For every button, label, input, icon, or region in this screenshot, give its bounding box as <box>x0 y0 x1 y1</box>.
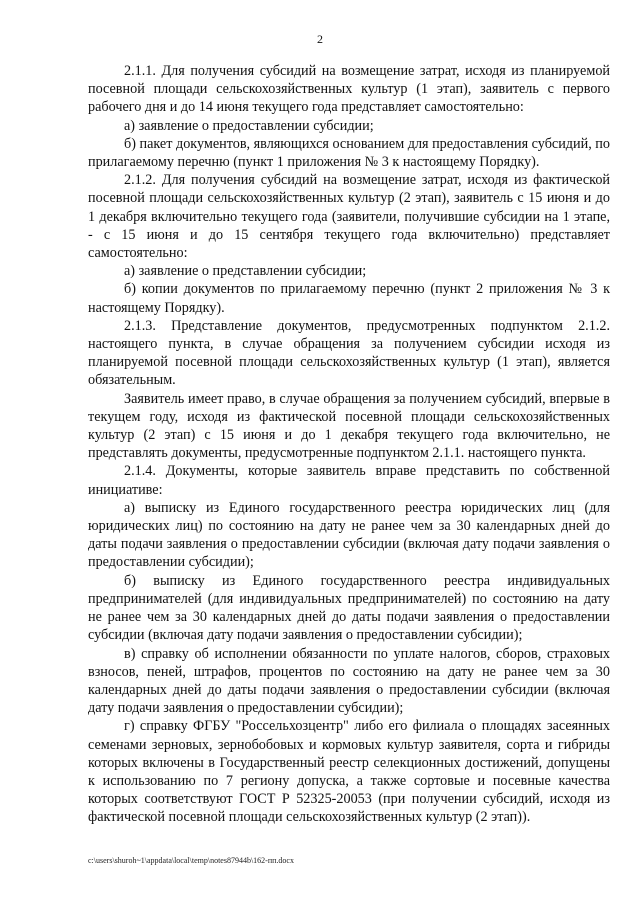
paragraph-2-1-2: 2.1.2. Для получения субсидий на возмещение затрат, исходя из фактической посевной площади сельскохозяйственных культур (2 этап), заявитель с 15 июня и до 1 декабря включительно текущего года (заявители, получившие субсидии на 1 этапе, - с 15 июня и до 15 сентября текущего года включительно) представляет самостоятельно: <box>88 172 610 262</box>
paragraph-2-1-4-g: г) справку ФГБУ "Россельхозцентр" либо его филиала о площадях засеянных семенами зерновых, зернобобовых и кормовых культур заявителя, сорта и гибриды которых включены в Государственный реестр селекционных достижений, допущены к использованию по 7 региону допуска, а также сортовые и посевные качества которых соответствуют ГОСТ Р 52325-20053 (при получении субсидий, исходя из фактической посевной площади сельскохозяйственных культур (2 этап)). <box>88 718 610 826</box>
paragraph-2-1-2-b: б) копии документов по прилагаемому перечню (пункт 2 приложения № 3 к настоящему Порядку). <box>88 281 610 316</box>
paragraph-2-1-3: 2.1.3. Представление документов, предусмотренных подпунктом 2.1.2. настоящего пункта, в случае обращения за получением субсидии исходя из планируемой посевной площади сельскохозяйственных культур (1 этап), является обязательным. <box>88 317 610 389</box>
paragraph-2-1-4-b: б) выписку из Единого государственного реестра индивидуальных предпринимателей (для индивидуальных предпринимателей) по состоянию на дату не ранее чем за 30 календарных дней до даты подачи заявления о предоставлении субсидии (включая дату подачи заявления о предоставлении субсидии); <box>88 572 610 644</box>
document-body <box>88 62 610 827</box>
paragraph-2-1-2-a: а) заявление о представлении субсидии; <box>124 263 367 280</box>
paragraph-applicant-right: Заявитель имеет право, в случае обращения за получением субсидий, впервые в текущем году, исходя из фактической посевной площади сельскохозяйственных культур (2 этап) с 15 июня и до 1 декабря текущего года включительно, не представлять документы, предусмотренные подпунктом 2.1.1. настоящего пункта. <box>88 390 610 462</box>
paragraph-2-1-4: 2.1.4. Документы, которые заявитель вправе представить по собственной инициативе: <box>88 463 610 498</box>
paragraph-2-1-4-v: в) справку об исполнении обязанности по уплате налогов, сборов, страховых взносов, пеней, штрафов, процентов по состоянию на дату не ранее чем за 30 календарных дней до даты подачи заявления о предоставлении субсидии (включая дату подачи заявления о предоставлении субсидии); <box>88 645 610 717</box>
paragraph-2-1-1: 2.1.1. Для получения субсидий на возмещение затрат, исходя из планируемой посевной площади сельскохозяйственных культур (1 этап), заявитель с первого рабочего дня и до 14 июня текущего года представляет самостоятельно: <box>88 63 610 116</box>
paragraph-2-1-1-b: б) пакет документов, являющихся основанием для предоставления субсидий, по прилагаемому перечню (пункт 1 приложения № 3 к настоящему Порядку). <box>88 135 610 171</box>
paragraph-2-1-1-a: а) заявление о предоставлении субсидии; <box>124 117 374 134</box>
page-number: 2 <box>317 32 323 46</box>
file-path-footer: c:\users\shuroh~1\appdata\local\temp\notes87944b\162-пп.docx <box>88 856 294 865</box>
paragraph-2-1-4-a: а) выписку из Единого государственного реестра юридических лиц (для юридических лиц) по состоянию на дату не ранее чем за 30 календарных дней до даты подачи заявления о предоставлении субсидии (включая дату подачи заявления о предоставлении субсидии); <box>88 499 610 571</box>
